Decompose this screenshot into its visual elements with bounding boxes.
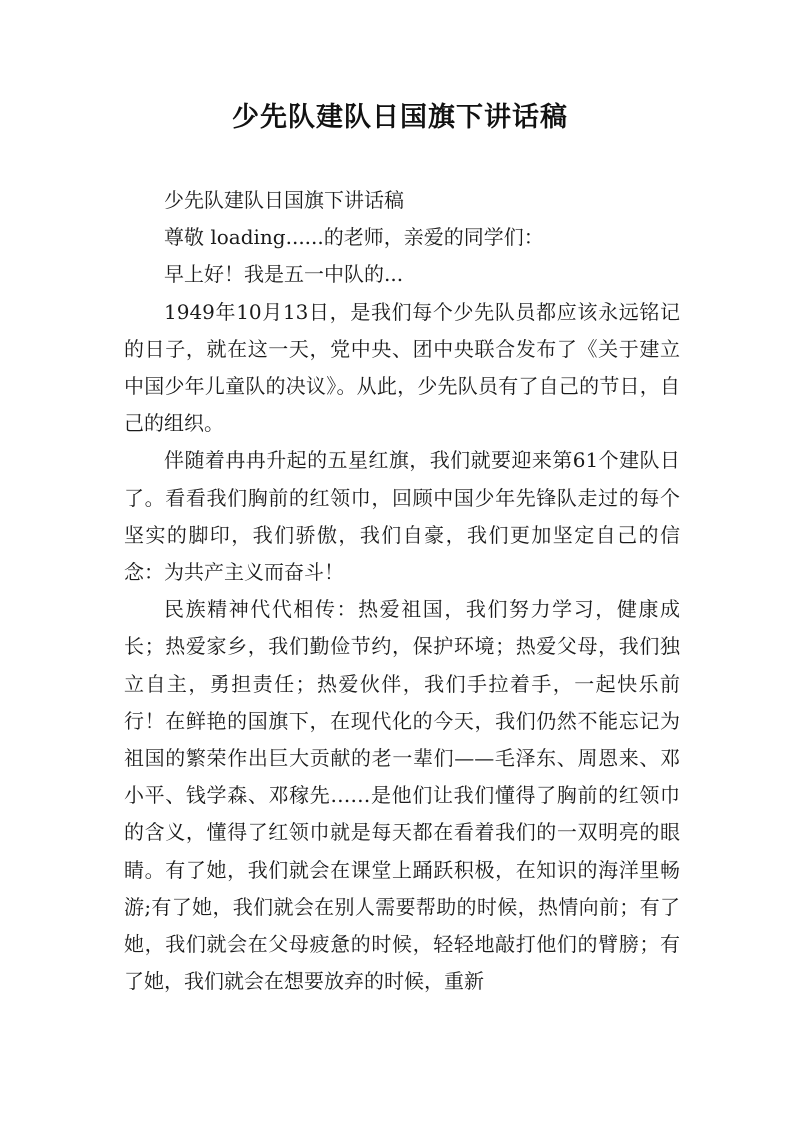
paragraph-history: 1949年10月13日，是我们每个少先队员都应该永远铭记的日子，就在这一天，党中央、团中央联合发布了《关于建立中国少年儿童队的决议》。从此，少先队员有了自己的节日，自己的组织。	[124, 299, 680, 436]
paragraph-flag: 伴随着冉冉升起的五星红旗，我们就要迎来第61个建队日了。看看我们胸前的红领巾，回顾中国少年先锋队走过的每个坚实的脚印，我们骄傲，我们自豪，我们更加坚定自己的信念：为共产主义而奋斗！	[124, 448, 680, 585]
document-title: 少先队建队日国旗下讲话稿	[232, 102, 568, 133]
document-body	[124, 182, 680, 1000]
paragraph-spirit: 民族精神代代相传：热爱祖国，我们努力学习，健康成长；热爱家乡，我们勤俭节约，保护环境；热爱父母，我们独立自主，勇担责任；热爱伙伴，我们手拉着手，一起快乐前行！在鲜艳的国旗下，在现代化的今天，我们仍然不能忘记为祖国的繁荣作出巨大贡献的老一辈们——毛泽东、周恩来、邓小平、钱学森、邓稼先……是他们让我们懂得了胸前的红领巾的含义，懂得了红领巾就是每天都在看着我们的一双明亮的眼睛。有了她，我们就会在课堂上踊跃积极，在知识的海洋里畅游;有了她，我们就会在别人需要帮助的时候，热情向前；有了她，我们就会在父母疲惫的时候，轻轻地敲打他们的臂膀；有了她，我们就会在想要放弃的时候，重新	[124, 597, 680, 994]
paragraph-salutation: 尊敬 loading......的老师，亲爱的同学们：	[164, 225, 544, 250]
paragraph-heading: 少先队建队日国旗下讲话稿	[164, 188, 404, 212]
paragraph-greeting: 早上好！我是五一中队的...	[164, 262, 404, 287]
